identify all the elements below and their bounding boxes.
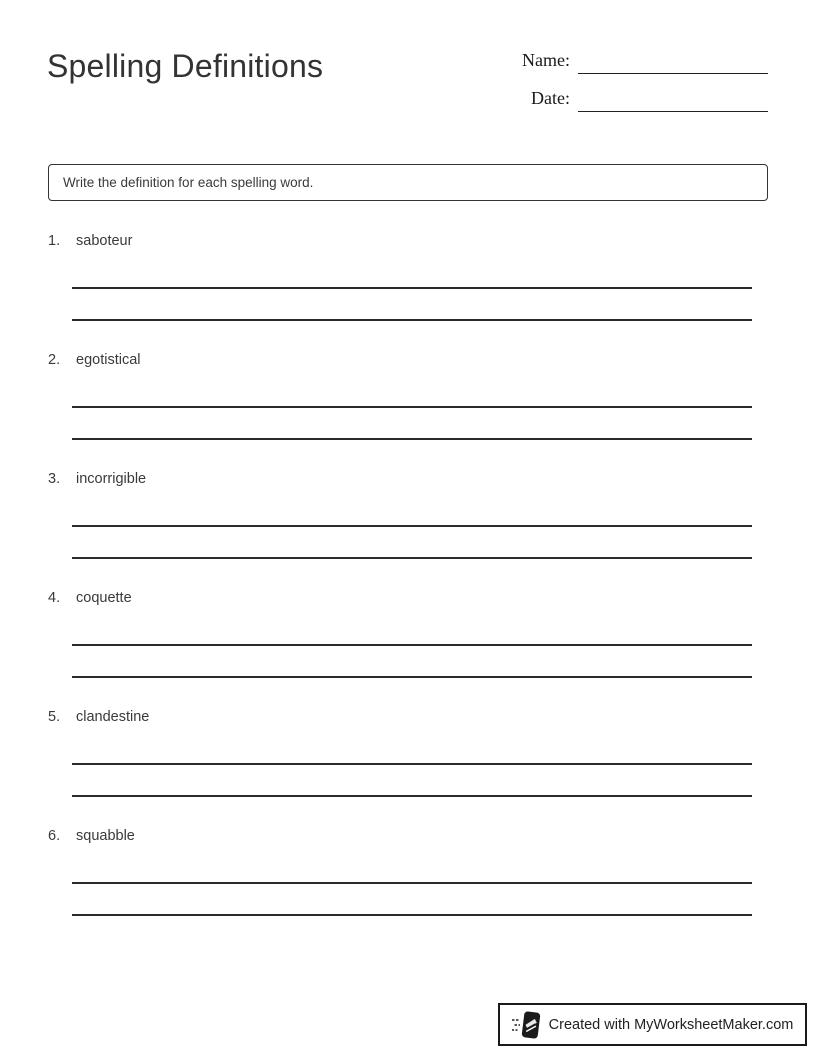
word-item (0, 825, 816, 944)
spelling-word: egotistical (76, 352, 141, 368)
word-number: 3. (48, 471, 61, 487)
answer-line (72, 676, 752, 678)
answer-line (72, 763, 752, 765)
date-field (531, 88, 768, 112)
word-item-head (0, 468, 816, 487)
word-item-head (0, 349, 816, 368)
word-number: 6. (48, 828, 61, 844)
answer-line (72, 438, 752, 440)
name-blank-line (578, 50, 768, 74)
date-label: Date: (531, 88, 570, 108)
instructions-box (48, 164, 768, 201)
name-field (522, 50, 768, 74)
spelling-word: coquette (76, 590, 132, 606)
instructions-text: Write the definition for each spelling word. (63, 175, 314, 190)
word-item-head (0, 230, 816, 249)
answer-line (72, 406, 752, 408)
answer-line (72, 882, 752, 884)
answer-line (72, 525, 752, 527)
name-label: Name: (522, 50, 570, 70)
answer-line (72, 795, 752, 797)
spelling-word: squabble (76, 828, 135, 844)
word-number: 2. (48, 352, 61, 368)
page-title: Spelling Definitions (47, 48, 324, 84)
answer-line (72, 914, 752, 916)
answer-line (72, 557, 752, 559)
word-number: 4. (48, 590, 61, 606)
word-item (0, 587, 816, 706)
word-item (0, 706, 816, 825)
word-number: 1. (48, 233, 61, 249)
word-item-head (0, 587, 816, 606)
worksheet-maker-logo-icon (512, 1009, 542, 1041)
spelling-word: saboteur (76, 233, 133, 249)
spelling-word: incorrigible (76, 471, 147, 487)
word-number: 5. (48, 709, 61, 725)
answer-line (72, 287, 752, 289)
answer-line (72, 319, 752, 321)
spelling-word: clandestine (76, 709, 150, 725)
word-item-head (0, 825, 816, 844)
word-item (0, 349, 816, 468)
word-item-head (0, 706, 816, 725)
word-item (0, 468, 816, 587)
credit-text: Created with MyWorksheetMaker.com (548, 1016, 794, 1033)
word-item (0, 230, 816, 349)
date-blank-line (578, 88, 768, 112)
answer-line (72, 644, 752, 646)
credit-badge (498, 1003, 807, 1046)
